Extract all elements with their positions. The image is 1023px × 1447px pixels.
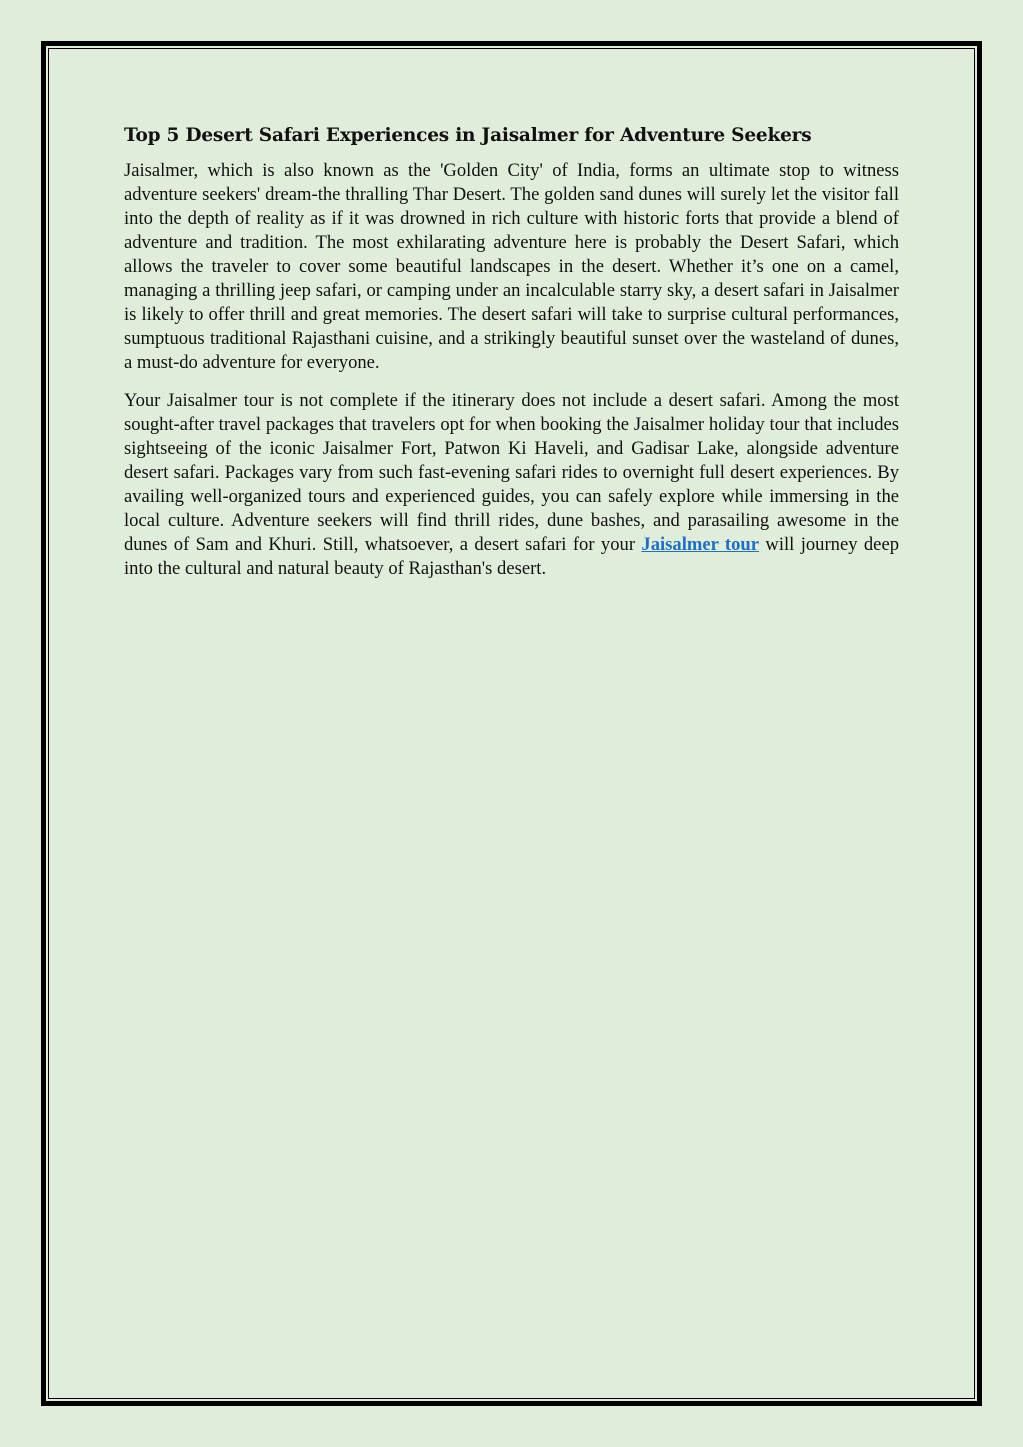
paragraph-tour-text-end: will journey deep into the cultural and natural beauty of Rajasthan's desert. xyxy=(124,534,899,579)
jaisalmer-tour-link[interactable]: Jaisalmer tour xyxy=(641,534,759,555)
document-title: Top 5 Desert Safari Experiences in Jaisalmer for Adventure Seekers xyxy=(124,125,812,146)
paragraph-intro: Jaisalmer, which is also known as the 'Golden City' of India, forms an ultimate stop to witness adventure seekers' dream-the thralling Thar Desert. The golden sand dunes will surely let the visitor fall into the depth of reality as if it was drowned in rich culture with historic forts that provide a blend of adventure and tradition. The most exhilarating adventure here is probably the Desert Safari, which allows the traveler to cover some beautiful landscapes in the desert. Whether it’s one on a camel, managing a thrilling jeep safari, or camping under an incalculable starry sky, a desert safari in Jaisalmer is likely to offer thrill and great memories. The desert safari will take to surprise cultural performances, sumptuous traditional Rajasthani cuisine, and a strikingly beautiful sunset over the wasteland of dunes, a must-do adventure for everyone. xyxy=(124,160,899,373)
paragraph-tour-text-start: Your Jaisalmer tour is not complete if the itinerary does not include a desert safari. Among the most sought-after travel packages that travelers opt for when booking the Jaisalmer holiday tour that includes sightseeing of the iconic Jaisalmer Fort, Patwon Ki Haveli, and Gadisar Lake, alongside adventure desert safari. Packages vary from such fast-evening safari rides to overnight full desert experiences. By availing well-organized tours and experienced guides, you can safely explore while immersing in the local culture. Adventure seekers will find thrill rides, dune bashes, and parasailing awesome in the dunes of Sam and Khuri. Still, whatsoever, a desert safari for your xyxy=(124,390,899,555)
document-body xyxy=(124,122,899,595)
paragraph-tour xyxy=(124,389,899,581)
